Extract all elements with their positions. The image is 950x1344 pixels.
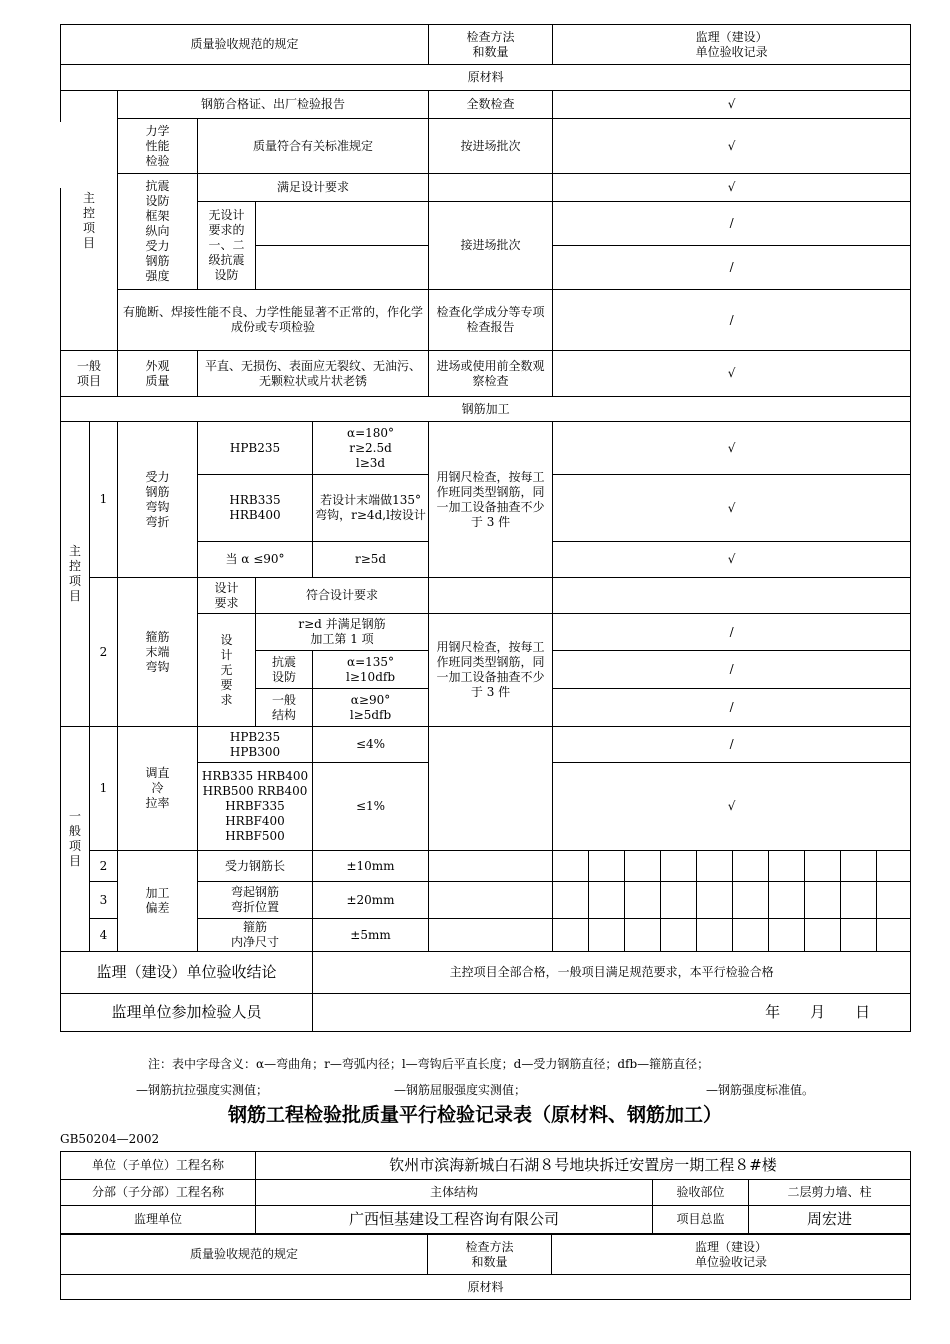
note-yield: —钢筋屈服强度实测值；: [394, 1083, 527, 1097]
dev1-cell: [661, 851, 697, 882]
dev2-label: 弯起钢筋 弯折位置: [198, 882, 313, 919]
mech-label: 力学 性能 检验: [118, 119, 198, 174]
dev1-cell: [553, 851, 589, 882]
dev3-label: 箍筋 内净尺寸: [198, 919, 313, 952]
hpb-value: ≤4%: [313, 727, 429, 763]
dev1-value: ±10mm: [313, 851, 429, 882]
dev1-cell: [769, 851, 805, 882]
dev3-cell: [805, 919, 841, 952]
supervisor-value: 广西恒基建设工程咨询有限公司: [256, 1206, 653, 1234]
dev3-cell: [841, 919, 877, 952]
stirrup-label: 箍筋 末端 弯钩: [118, 578, 198, 727]
dev3-method-blank: [429, 919, 553, 952]
straight-method-blank: [429, 727, 553, 851]
seismic-label: 抗震 设防 框架 纵向 受力 钢筋 强度: [118, 174, 198, 290]
hpb235-requirement: α=180° r≥2.5d l≥3d: [313, 422, 429, 475]
no-design-blank-1: [256, 202, 429, 246]
supervisor-label: 监理单位: [61, 1206, 256, 1234]
seismic-proc-value: α=135° l≥10dfb: [313, 651, 429, 689]
appearance-result: √: [553, 351, 911, 397]
alpha-label: 当 α ≤90°: [198, 542, 313, 578]
gen-item-1: 1: [90, 727, 118, 851]
design-req-value: 符合设计要求: [256, 578, 429, 614]
dev1-label: 受力钢筋长: [198, 851, 313, 882]
dev3-cell: [625, 919, 661, 952]
seismic-result: √: [553, 174, 911, 202]
hook-result-3: √: [553, 542, 911, 578]
unit-value: 钦州市滨海新城白石湖８号地块拆迁安置房一期工程８#楼: [256, 1152, 911, 1180]
header-method-2: 检查方法 和数量: [428, 1235, 552, 1275]
conclusion-label: 监理（建设）单位验收结论: [61, 952, 313, 994]
note-line-1: 注：表中字母含义：α—弯曲角；r—弯弧内径；l—弯钩后平直长度；d—受力钢筋直径；dfb—箍筋直径；: [148, 1057, 710, 1071]
dev2-cell: [697, 882, 733, 919]
sub-value: 主体结构: [256, 1180, 653, 1206]
mech-method: 按进场批次: [429, 119, 553, 174]
seismic-requirement: 满足设计要求: [198, 174, 429, 202]
no-design-method: 接进场批次: [429, 202, 553, 290]
section-raw-material: 原材料: [61, 65, 911, 91]
note-standard: —钢筋强度标准值。: [706, 1083, 815, 1097]
general-struct-value: α≥90° l≥5dfb: [313, 689, 429, 727]
brittle-method: 检查化学成分等专项检查报告: [429, 290, 553, 351]
stirrup-method-blank: [429, 578, 553, 614]
cert-result: √: [553, 91, 911, 119]
no-design-req-label: 设 计 无 要 求: [198, 614, 256, 727]
dev2-cell: [553, 882, 589, 919]
general-label-short: 一般 项目: [61, 351, 118, 397]
no-design-blank-2: [256, 246, 429, 290]
border-gap: [58, 122, 61, 188]
header-spec-2: 质量验收规范的规定: [61, 1235, 428, 1275]
hook-label: 受力 钢筋 弯钩 弯折: [118, 422, 198, 578]
appearance-label: 外观 质量: [118, 351, 198, 397]
gen-item-3: 3: [90, 882, 118, 919]
dev1-cell: [625, 851, 661, 882]
proc-item-1: 1: [90, 422, 118, 578]
main-control-label: 主 控 项 目: [61, 91, 118, 351]
hpb-label: HPB235 HPB300: [198, 727, 313, 763]
director-value: 周宏进: [749, 1206, 911, 1234]
dev1-cell: [589, 851, 625, 882]
stirrup-result-1: /: [553, 614, 911, 651]
dev3-cell: [877, 919, 911, 952]
straight-label: 调直 冷 拉率: [118, 727, 198, 851]
part-label: 验收部位: [653, 1180, 749, 1206]
dev1-cell: [733, 851, 769, 882]
dev3-cell: [553, 919, 589, 952]
stirrup-result-3: /: [553, 689, 911, 727]
dev2-method-blank: [429, 882, 553, 919]
stirrup-result-2: /: [553, 651, 911, 689]
cert-method: 全数检查: [429, 91, 553, 119]
inspection-table-page2: [60, 1234, 911, 1300]
no-design-result-1: /: [553, 202, 911, 246]
dev2-cell: [733, 882, 769, 919]
no-design-label: 无设计 要求的 一、二 级抗震 设防: [198, 202, 256, 290]
dev1-method-blank: [429, 851, 553, 882]
mech-result: √: [553, 119, 911, 174]
dev3-cell: [733, 919, 769, 952]
dev3-cell: [589, 919, 625, 952]
hrb-label: HRB335 HRB400: [198, 475, 313, 542]
dev3-value: ±5mm: [313, 919, 429, 952]
conclusion-value: 主控项目全部合格，一般项目满足规范要求，本平行检验合格: [313, 952, 911, 994]
stirrup-result-blank: [553, 578, 911, 614]
dev3-cell: [769, 919, 805, 952]
gen-item-4: 4: [90, 919, 118, 952]
main-control-label-2: 主 控 项 目: [61, 422, 90, 727]
hpb235-label: HPB235: [198, 422, 313, 475]
dev2-cell: [661, 882, 697, 919]
dev1-cell: [877, 851, 911, 882]
general-label-long: 一 般 项 目: [61, 727, 90, 952]
brittle-requirement: 有脆断、焊接性能不良、力学性能显著不正常的，作化学成份或专项检验: [118, 290, 429, 351]
alpha-requirement: r≥5d: [313, 542, 429, 578]
part-value: 二层剪力墙、柱: [749, 1180, 911, 1206]
dev2-cell: [769, 882, 805, 919]
dev2-cell: [589, 882, 625, 919]
proc-item-2: 2: [90, 578, 118, 727]
straight-result-1: /: [553, 727, 911, 763]
sign-date: 年 月 日: [313, 994, 911, 1032]
cert-requirement: 钢筋合格证、出厂检验报告: [118, 91, 429, 119]
header-record: 监理（建设） 单位验收记录: [553, 25, 911, 65]
dev2-cell: [625, 882, 661, 919]
deviation-label: 加工 偏差: [118, 851, 198, 952]
dev3-cell: [661, 919, 697, 952]
dev1-cell: [697, 851, 733, 882]
director-label: 项目总监: [653, 1206, 749, 1234]
dev2-cell: [841, 882, 877, 919]
note-tensile: —钢筋抗拉强度实测值；: [136, 1083, 269, 1097]
gen-item-2: 2: [90, 851, 118, 882]
dev1-cell: [841, 851, 877, 882]
seismic-proc-label: 抗震 设防: [256, 651, 313, 689]
brittle-result: /: [553, 290, 911, 351]
general-struct-label: 一般 结构: [256, 689, 313, 727]
dev2-cell: [877, 882, 911, 919]
appearance-method: 进场或使用前全数观察检查: [429, 351, 553, 397]
straight-result-2: √: [553, 763, 911, 851]
section-processing: 钢筋加工: [61, 397, 911, 422]
dev1-cell: [805, 851, 841, 882]
no-design-result-2: /: [553, 246, 911, 290]
stirrup-method: 用钢尺检查，按每工作班同类型钢筋，同一加工设备抽查不少于 3 件: [429, 614, 553, 727]
dev2-cell: [805, 882, 841, 919]
section-raw-material-2: 原材料: [61, 1275, 911, 1300]
rd-requirement: r≥d 并满足钢筋 加工第 1 项: [256, 614, 429, 651]
project-info-table: [60, 1151, 911, 1234]
sub-label: 分部（子分部）工程名称: [61, 1180, 256, 1206]
hook-method: 用钢尺检查，按每工作班同类型钢筋，同一加工设备抽查不少于 3 件: [429, 422, 553, 578]
appearance-requirement: 平直、无损伤、表面应无裂纹、无油污、无颗粒状或片状老锈: [198, 351, 429, 397]
header-spec: 质量验收规范的规定: [61, 25, 429, 65]
hrb-all-value: ≤1%: [313, 763, 429, 851]
dev3-cell: [697, 919, 733, 952]
staff-label: 监理单位参加检验人员: [61, 994, 313, 1032]
header-record-2: 监理（建设） 单位验收记录: [552, 1235, 911, 1275]
unit-label: 单位（子单位）工程名称: [61, 1152, 256, 1180]
dev2-value: ±20mm: [313, 882, 429, 919]
mech-requirement: 质量符合有关标准规定: [198, 119, 429, 174]
hook-result-2: √: [553, 475, 911, 542]
hook-result-1: √: [553, 422, 911, 475]
header-method: 检查方法 和数量: [429, 25, 553, 65]
form-title: 钢筋工程检验批质量平行检验记录表（原材料、钢筋加工）: [227, 1104, 722, 1126]
standard-code: GB50204—2002: [60, 1132, 160, 1146]
inspection-table-page1: [60, 24, 911, 1032]
hrb-all-label: HRB335 HRB400 HRB500 RRB400 HRBF335 HRBF400 HRBF500: [198, 763, 313, 851]
seismic-method-blank: [429, 174, 553, 202]
design-req-label: 设计 要求: [198, 578, 256, 614]
hrb-requirement: 若设计末端做135°弯钩，r≥4d,l按设计: [313, 475, 429, 542]
